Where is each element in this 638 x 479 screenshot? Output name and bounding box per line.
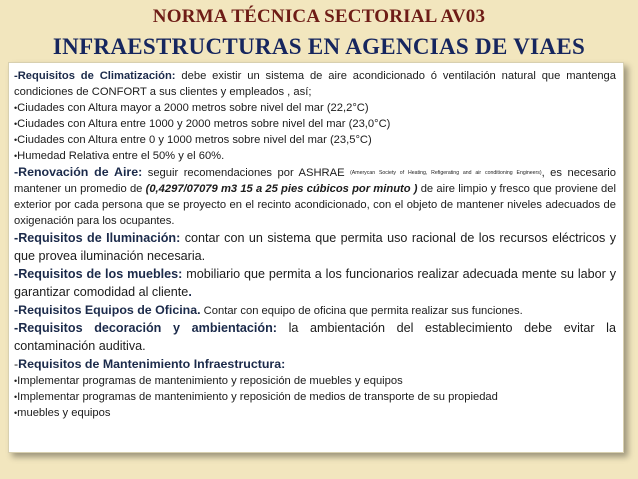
mant-bullet-text: Implementar programas de mantenimiento y reposición de medios de transporte de su propiedad <box>17 391 498 403</box>
clima-bullet-text: Ciudades con Altura entre 0 y 1000 metros sobre nivel del mar (23,5°C) <box>17 134 372 146</box>
decoracion-heading: -Requisitos decoración y ambientación: <box>14 321 277 335</box>
bullet-icon: • <box>14 408 18 418</box>
bullet-icon: • <box>14 103 18 113</box>
muebles-text: mobiliario que permita a los funcionarios realizar adecuada mente su labor y garantizar comodidad al cliente <box>14 267 616 299</box>
bullet-icon: • <box>14 151 18 161</box>
clima-bullet-text: Ciudades con Altura mayor a 2000 metros sobre nivel del mar (22,2°C) <box>17 102 369 114</box>
climatizacion-paragraph <box>14 68 616 100</box>
ashrae-note: (Amerycan Society of Heating, Refigerating and air conditioning Engineers) <box>350 170 542 176</box>
mant-bullet-text: Implementar programas de mantenimiento y reposición de muebles y equipos <box>17 375 403 387</box>
climatizacion-heading: -Requisitos de Climatización: <box>14 70 176 82</box>
clima-bullet-text: Humedad Relativa entre el 50% y el 60%. <box>17 150 225 162</box>
mant-bullet-3 <box>14 405 616 421</box>
title-line-2: INFRAESTRUCTURAS EN AGENCIAS DE VIAES <box>52 34 586 59</box>
renovacion-text-3: de aire limpio y fresco que proviene del exterior por cada persona que se proyecto en el recinto acondicionado, con el objeto de mantener niveles adecuados de oxigenación para los ocupantes. <box>14 183 616 227</box>
equipos-heading: -Requisitos Equipos de Oficina. <box>14 303 201 317</box>
clima-bullet-2 <box>14 116 616 132</box>
clima-bullet-text: Ciudades con Altura entre 1000 y 2000 metros sobre nivel del mar (23,0°C) <box>17 118 391 130</box>
renovacion-heading: -Renovación de Aire: <box>14 165 143 179</box>
clima-bullet-1 <box>14 100 616 116</box>
bullet-icon: • <box>14 119 18 129</box>
renovacion-text-2: es necesario mantener un promedio de <box>14 167 616 195</box>
title-line-1: NORMA TÉCNICA SECTORIAL AV03 <box>152 6 486 27</box>
climatizacion-text: debe existir un sistema de aire acondicionado ó ventilación natural que mantenga condiciones de CONFORT a sus clientes y empleados , así; <box>14 70 616 98</box>
mantenimiento-dash: - <box>14 357 19 371</box>
content-body <box>14 68 616 421</box>
equipos-text: Contar con equipo de oficina que permita realizar sus funciones. <box>200 305 523 317</box>
clima-bullet-4 <box>14 148 616 164</box>
mant-bullet-2 <box>14 389 616 405</box>
mant-bullet-1 <box>14 373 616 389</box>
muebles-end: . <box>188 285 192 299</box>
iluminacion-text: contar con un sistema que permita uso racional de los recursos eléctricos y que provea iluminación necesaria. <box>14 231 616 263</box>
mant-bullet-text: muebles y equipos <box>17 407 111 419</box>
bullet-icon: • <box>14 392 18 402</box>
decoracion-text: la ambientación del establecimiento debe evitar la contaminación auditiva. <box>14 321 616 353</box>
mantenimiento-paragraph <box>14 355 616 373</box>
mantenimiento-heading: Requisitos de Mantenimiento Infraestructura: <box>18 357 286 371</box>
renovacion-paragraph <box>14 164 616 229</box>
bullet-icon: • <box>14 135 18 145</box>
bullet-icon: • <box>14 376 18 386</box>
renovacion-emphasis: (0,4297/07079 m3 15 a 25 pies cúbicos por minuto ) <box>145 183 418 195</box>
decoracion-paragraph <box>14 319 616 355</box>
equipos-paragraph <box>14 302 616 319</box>
iluminacion-heading: -Requisitos de Iluminación: <box>14 231 181 245</box>
clima-bullet-3 <box>14 132 616 148</box>
iluminacion-paragraph <box>14 229 616 265</box>
muebles-paragraph <box>14 265 616 301</box>
muebles-heading: -Requisitos de los muebles: <box>14 267 183 281</box>
renovacion-comma: , <box>541 167 545 179</box>
renovacion-text-1: seguir recomendaciones por ASHRAE <box>142 167 351 179</box>
